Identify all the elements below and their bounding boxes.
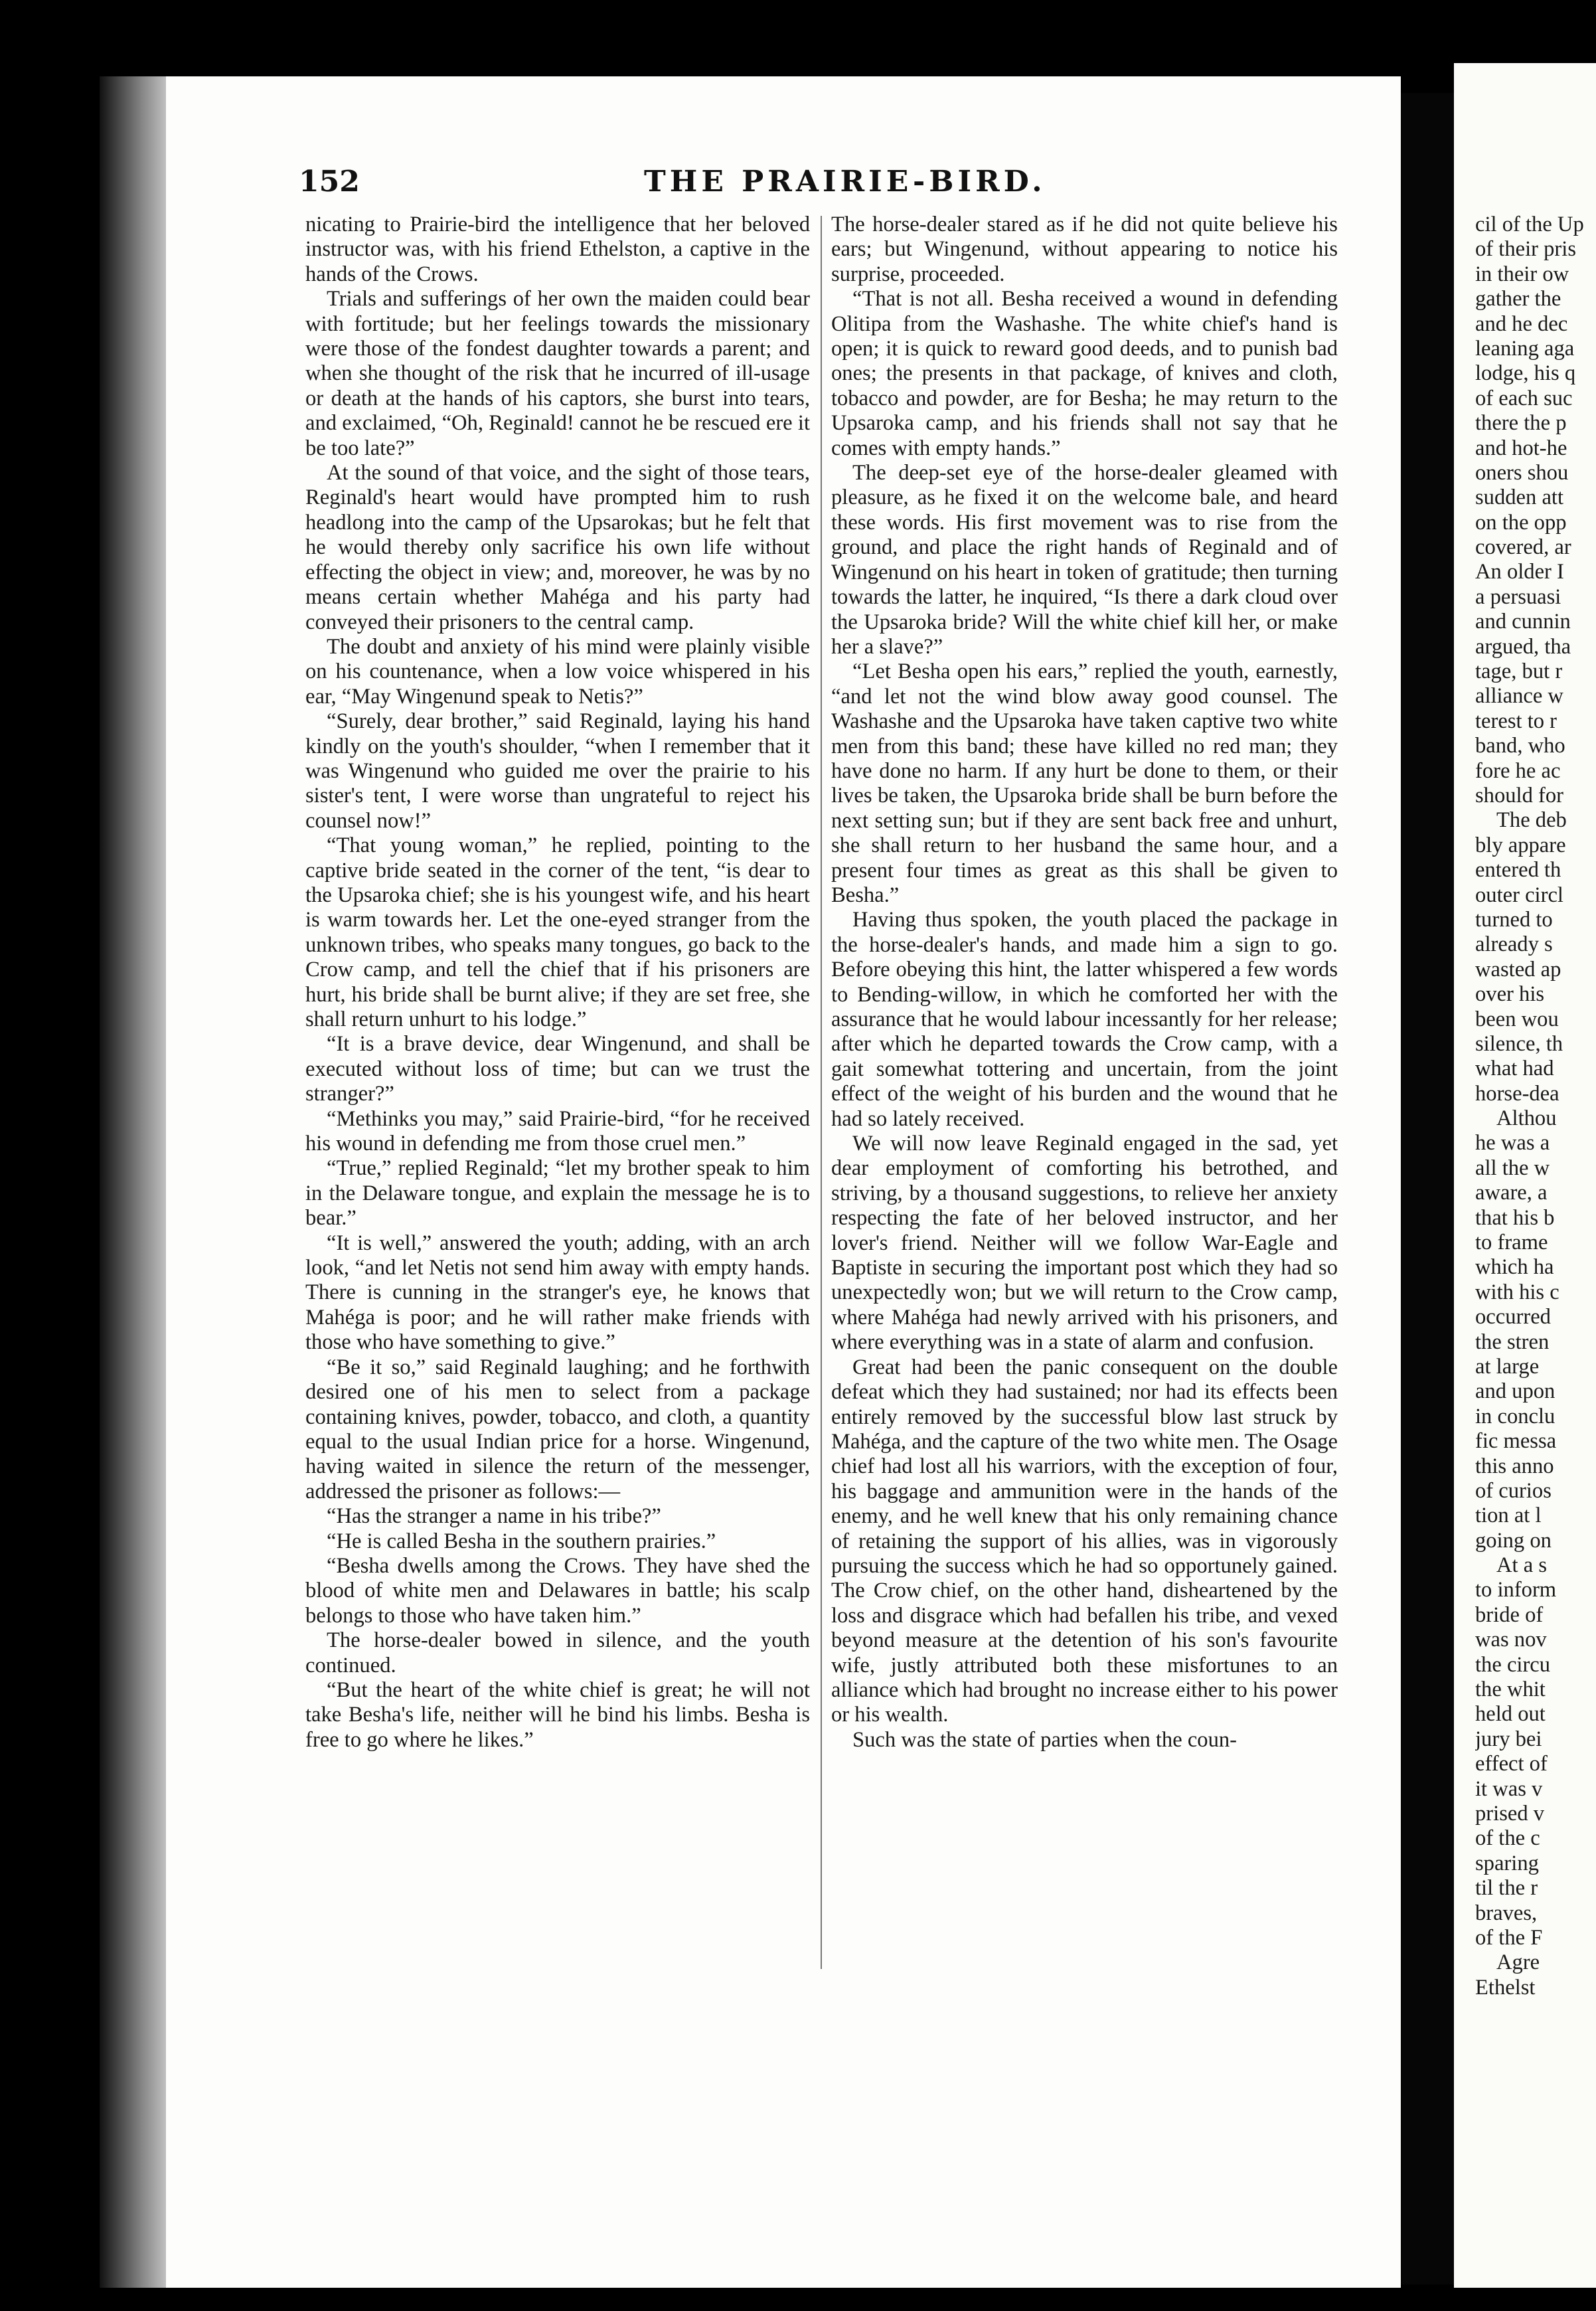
paragraph: “He is called Besha in the southern prairies.”: [327, 1529, 716, 1553]
running-title: THE PRAIRIE-BIRD.: [644, 165, 1046, 199]
text-line-fragment: of their pris: [1475, 237, 1576, 262]
text-line-fragment: terest to r: [1475, 709, 1557, 733]
text-line-fragment: Althou: [1496, 1106, 1557, 1131]
paragraph: At the sound of that voice, and the sight of those tears, Reginald's heart would have prompted him to rush headlong into the camp of the Upsarokas; but he felt that he would thereby only sacrifice his own life without effecting the object in view; and, moreover, he was by no means certain whether Mahéga and his party had conveyed their prisoners to the central camp.: [305, 461, 810, 634]
paragraph: “True,” replied Reginald; “let my brother speak to him in the Delaware tongue, and explain the message he is to bear.”: [305, 1156, 810, 1231]
text-line-fragment: sudden att: [1475, 485, 1564, 510]
text-line-fragment: fore he ac: [1475, 758, 1561, 783]
text-line-fragment: lodge, his q: [1475, 361, 1576, 386]
text-line-fragment: there the p: [1475, 411, 1567, 436]
text-line-fragment: this anno: [1475, 1454, 1554, 1478]
book-gutter: [1401, 93, 1454, 2284]
paragraph: The deep-set eye of the horse-dealer gleamed with pleasure, as he fixed it on the welcome bale, and heard these words. His first movement was to rise from the ground, and place the right hands of Reginald and of Wingenund on his heart in token of gratitude; then turning towards the latter, he inquired, “Is there a dark cloud over the Upsaroka bride? Will the white chief kill her, or make her a slave?”: [831, 461, 1338, 659]
text-line-fragment: that his b: [1475, 1205, 1555, 1230]
text-line-fragment: An older I: [1475, 560, 1564, 584]
text-line-fragment: fic messa: [1475, 1429, 1557, 1454]
paragraph: “That young woman,” he replied, pointing to the captive bride seated in the corner of the tent, “is dear to the Upsaroka chief; she is his youngest wife, and his heart is warm towards her. Let the one-eyed stranger from the unknown tribes, who speaks many tongues, go back to the Crow camp, and tell the chief that if his prisoners are hurt, his bride shall be burnt alive; if they are set free, she shall return unhurt to his lodge.”: [305, 833, 810, 1031]
text-line-fragment: Agre: [1496, 1950, 1540, 1975]
text-line-fragment: which ha: [1475, 1255, 1554, 1280]
paragraph: “It is a brave device, dear Wingenund, and shall be executed without loss of time; but can we trust the stranger?”: [305, 1032, 810, 1106]
text-line-fragment: and cunnin: [1475, 610, 1571, 634]
paragraph: “Methinks you may,” said Prairie-bird, “for he received his wound in defending me from those cruel men.”: [305, 1106, 810, 1156]
text-line-fragment: entered th: [1475, 858, 1561, 883]
book-binding-edge: [100, 76, 173, 2288]
text-line-fragment: to frame: [1475, 1231, 1548, 1255]
text-line-fragment: over his: [1475, 982, 1545, 1007]
text-line-fragment: the whit: [1475, 1677, 1546, 1702]
text-line-fragment: the stren: [1475, 1329, 1550, 1354]
text-line-fragment: been wou: [1475, 1007, 1559, 1031]
paragraph: The doubt and anxiety of his mind were plainly visible on his countenance, when a low voice whispered in his ear, “May Wingenund speak to Netis?”: [305, 634, 810, 709]
paragraph: nicating to Prairie-bird the intelligence that her beloved instructor was, with his friend Ethelston, a captive in the hands of the Crows.: [305, 213, 810, 286]
paragraph: “Be it so,” said Reginald laughing; and he forthwith desired one of his men to select from a package containing knives, powder, tobacco, and cloth, a quantity equal to the usual Indian price for a horse. Wingenund, having waited in silence the return of the messenger, addressed the prisoner as follows:—: [305, 1355, 810, 1503]
text-line-fragment: wasted ap: [1475, 957, 1561, 982]
text-line-fragment: band, who: [1475, 734, 1565, 758]
paragraph: We will now leave Reginald engaged in the sad, yet dear employment of comforting his betrothed, and striving, by a thousand suggestions, to relieve her anxiety respecting the fate of her beloved instructor, and her lover's friend. Neither will we follow War-Eagle and Baptiste in securing the important post which they had so unexpectedly won; but we will return to the Crow camp, where Mahéga had newly arrived with his prisoners, and where everything was in a state of alarm and confusion.: [831, 1132, 1338, 1355]
text-line-fragment: and hot-he: [1475, 436, 1567, 460]
text-column-left: [305, 213, 810, 1979]
text-line-fragment: leaning aga: [1475, 336, 1575, 361]
text-line-fragment: going on: [1475, 1528, 1552, 1553]
column-rule: [821, 216, 822, 1969]
text-line-fragment: horse-dea: [1475, 1081, 1559, 1106]
text-line-fragment: was nov: [1475, 1628, 1547, 1652]
paragraph: Great had been the panic consequent on the double defeat which they had sustained; nor had its effects been entirely removed by the successful blow last struck by Mahéga, and the capture of the two white men. The Osage chief had lost all his warriors, with the exception of four, his baggage and ammunition were in the hands of the enemy, and he well knew that his only remaining chance of retaining the support of his allies, was in vigorously pursuing the success which he had so opportunely gained. The Crow chief, on the other hand, disheartened by the loss and disgrace which had befallen his tribe, and vexed beyond measure at the detention of his son's favourite wife, justly attributed both these misfortunes to an alliance which had brought no increase either to his power or his wealth.: [831, 1355, 1338, 1727]
text-line-fragment: sparing: [1475, 1851, 1539, 1875]
text-line-fragment: in conclu: [1475, 1404, 1556, 1428]
text-line-fragment: he was a: [1475, 1131, 1550, 1156]
text-line-fragment: held out: [1475, 1702, 1546, 1727]
text-line-fragment: bly appare: [1475, 833, 1566, 857]
paragraph: Having thus spoken, the youth placed the package in the horse-dealer's hands, and made him a sign to go. Before obeying this hint, the latter whispered a few words to Bending-willow, in which he comforted her with the assurance that he would labour incessantly for her release; after which he departed towards the Crow camp, with a gait somewhat tottering and uncertain, from the joint effect of the weight of his burden and the wound that he had so lately received.: [831, 908, 1338, 1131]
paragraph: “Let Besha open his ears,” replied the youth, earnestly, “and let not the wind blow away good counsel. The Washashe and the Upsaroka have taken captive two white men from this band; these have killed no red man; they have done no harm. If any hurt be done to them, or their lives be taken, the Upsaroka bride shall be burn before the next setting sun; but if they are sent back free and unhurt, she shall return to her husband the same hour, and a present four times as great as this shall be given to Besha.”: [831, 659, 1338, 907]
text-line-fragment: covered, ar: [1475, 535, 1571, 560]
text-line-fragment: should for: [1475, 783, 1564, 808]
text-line-fragment: on the opp: [1475, 510, 1567, 535]
text-line-fragment: of the c: [1475, 1826, 1540, 1851]
paragraph: “Has the stranger a name in his tribe?”: [327, 1504, 661, 1529]
text-line-fragment: and upon: [1475, 1379, 1556, 1404]
text-line-fragment: alliance w: [1475, 684, 1563, 709]
text-line-fragment: effect of: [1475, 1752, 1548, 1776]
text-line-fragment: braves,: [1475, 1901, 1538, 1925]
paragraph: “That is not all. Besha received a wound in defending Olitipa from the Washashe. The white chief's hand is open; it is quick to reward good deeds, and to punish bad ones; the presents in that package, of knives and cloth, tobacco and powder, are for Besha; he may return to the Upsaroka camp, and his friends shall not say that he comes with empty hands.”: [831, 287, 1338, 460]
text-column-right-fragment: [1475, 213, 1596, 2000]
text-line-fragment: prised v: [1475, 1802, 1545, 1826]
text-line-fragment: the circu: [1475, 1652, 1551, 1677]
text-column-middle: [831, 213, 1338, 1979]
paragraph: The horse-dealer bowed in silence, and the youth continued.: [305, 1628, 810, 1677]
text-line-fragment: oners shou: [1475, 460, 1569, 485]
text-line-fragment: of each suc: [1475, 386, 1573, 410]
paragraph: “It is well,” answered the youth; adding, with an arch look, “and let Netis not send him away with empty hands. There is cunning in the stranger's eye, he knows that Mahéga is poor; and he will rather make friends with those who have something to give.”: [305, 1231, 810, 1355]
text-line-fragment: all the w: [1475, 1156, 1550, 1180]
text-line-fragment: and he dec: [1475, 311, 1568, 336]
text-line-fragment: argued, tha: [1475, 634, 1571, 659]
text-line-fragment: til the r: [1475, 1876, 1538, 1901]
text-line-fragment: Ethelst: [1475, 1975, 1536, 2000]
page-header: [299, 165, 1348, 211]
text-line-fragment: occurred: [1475, 1305, 1551, 1329]
paragraph: The horse-dealer stared as if he did not quite believe his ears; but Wingenund, without appearing to notice his surprise, proceeded.: [831, 213, 1338, 286]
text-line-fragment: of curios: [1475, 1478, 1552, 1503]
text-line-fragment: of the F: [1475, 1925, 1543, 1950]
paragraph: “Besha dwells among the Crows. They have shed the blood of white men and Delawares in battle; his scalp belongs to those who have taken him.”: [305, 1553, 810, 1628]
text-line-fragment: to inform: [1475, 1578, 1557, 1602]
text-line-fragment: turned to: [1475, 907, 1553, 932]
text-line-fragment: silence, th: [1475, 1031, 1563, 1056]
text-line-fragment: tage, but r: [1475, 659, 1563, 684]
text-line-fragment: jury bei: [1475, 1727, 1542, 1751]
text-line-fragment: cil of the Up: [1475, 213, 1584, 236]
text-line-fragment: a persuasi: [1475, 584, 1561, 609]
paragraph: “Surely, dear brother,” said Reginald, laying his hand kindly on the youth's shoulder, “when I remember that it was Wingenund who guided me over the prairie to his sister's tent, I were worse than ungrateful to reject his counsel now!”: [305, 709, 810, 833]
text-line-fragment: with his c: [1475, 1280, 1559, 1304]
page-number: 152: [299, 165, 360, 199]
text-line-fragment: in their ow: [1475, 262, 1569, 286]
paragraph: Such was the state of parties when the coun-: [852, 1727, 1237, 1752]
paragraph: Trials and sufferings of her own the maiden could bear with fortitude; but her feelings towards the missionary were those of the fondest daughter towards a parent; and when she thought of the risk that he incurred of ill-usage or death at the hands of his captors, she burst into tears, and exclaimed, “Oh, Reginald! cannot he be rescued ere it be too late?”: [305, 287, 810, 460]
text-line-fragment: at large: [1475, 1354, 1540, 1379]
text-line-fragment: it was v: [1475, 1776, 1543, 1801]
text-line-fragment: At a s: [1496, 1553, 1548, 1578]
text-line-fragment: aware, a: [1475, 1181, 1548, 1205]
text-line-fragment: tion at l: [1475, 1503, 1542, 1528]
text-line-fragment: bride of: [1475, 1602, 1544, 1627]
text-line-fragment: gather the: [1475, 287, 1561, 311]
text-line-fragment: outer circl: [1475, 883, 1563, 907]
text-line-fragment: already s: [1475, 932, 1553, 957]
text-line-fragment: what had: [1475, 1057, 1554, 1081]
text-line-fragment: The deb: [1496, 808, 1567, 833]
paragraph: “But the heart of the white chief is great; he will not take Besha's life, neither will he bind his limbs. Besha is free to go where he likes.”: [305, 1677, 810, 1752]
